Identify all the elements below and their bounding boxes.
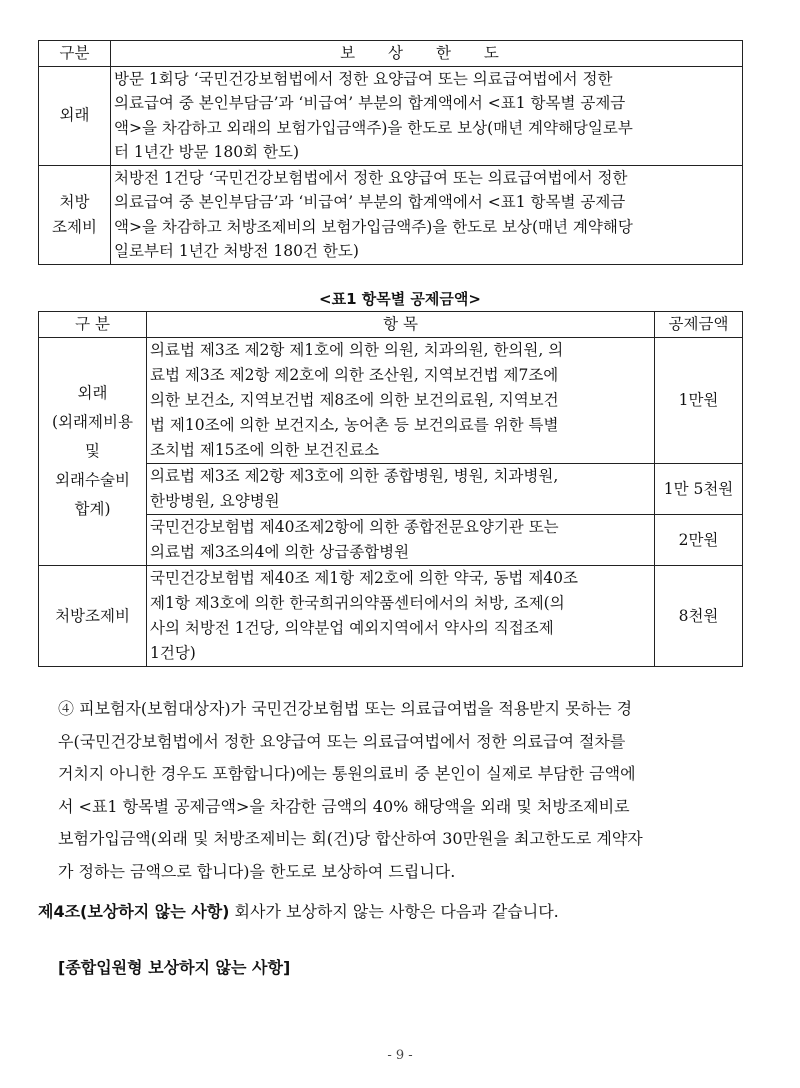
group-label-line: 외래수술비 — [55, 471, 130, 489]
group-label-line: (외래제비용 — [52, 413, 133, 431]
text-line: 터 1년간 방문 180회 한도) — [114, 143, 299, 161]
paragraph-line: 거치지 아니한 경우도 포함합니다)에는 통원의료비 중 본인이 실제로 부담한 금액에 — [58, 764, 636, 783]
item-line: 의료법 제3조 제2항 제3호에 의한 종합병원, 병원, 치과병원, — [150, 467, 559, 485]
page-number: - 9 - — [387, 1048, 413, 1063]
text-line: 액>을 차감하고 외래의 보험가입금액주)을 한도로 보상(매년 계약해당일로부 — [114, 118, 633, 137]
group-label-line: 및 — [85, 442, 100, 460]
item-line: 료법 제3조 제2항 제2호에 의한 조산원, 지역보건법 제7조에 — [150, 366, 559, 384]
amount-cell: 1만원 — [655, 338, 743, 464]
header-deduction: 공제금액 — [655, 312, 743, 338]
item-pharmacy — [147, 566, 655, 667]
header-coverage-limit: 보 상 한 도 — [111, 41, 743, 67]
paragraph-line: 보험가입금액(외래 및 처방조제비는 회(건)당 합산하여 30만원을 최고한도로 계약자 — [58, 829, 643, 848]
paragraph-4 — [58, 693, 750, 888]
table-row — [39, 165, 743, 264]
item-line: 법 제10조에 의한 보건지소, 농어촌 등 보건의료를 위한 특별 — [150, 416, 559, 434]
table-row — [39, 566, 743, 667]
article-4 — [38, 896, 758, 929]
row-text-outpatient — [111, 66, 743, 165]
item-line: 조치법 제15조에 의한 보건진료소 — [150, 441, 380, 459]
table-row — [39, 66, 743, 165]
paragraph-line: 가 정하는 금액으로 합니다)을 한도로 보상하여 드립니다. — [58, 861, 456, 881]
coverage-limit-table — [38, 40, 743, 265]
row-text-prescription — [111, 165, 743, 264]
table-caption: <표1 항목별 공제금액> — [319, 290, 481, 308]
item-line: 사의 처방전 1건당, 의약분업 예외지역에서 약사의 직접조제 — [150, 619, 554, 637]
text-line: 방문 1회당 ‘국민건강보험법에서 정한 요양급여 또는 의료급여법에서 정한 — [114, 69, 613, 88]
deduction-amount-table — [38, 311, 743, 667]
text-line: 처방전 1건당 ‘국민건강보험법에서 정한 요양급여 또는 의료급여법에서 정한 — [114, 168, 628, 187]
item-clinics — [147, 338, 655, 464]
header-item: 항 목 — [147, 312, 655, 338]
text-line: 의료급여 중 본인부담금’과 ‘비급여’ 부분의 합계액에서 <표1 항목별 공제금 — [114, 193, 626, 211]
amount-cell: 1만 5천원 — [655, 464, 743, 515]
item-line: 의한 보건소, 지역보건법 제8조에 의한 보건의료원, 지역보건 — [150, 391, 559, 409]
paragraph-line: ④ 피보험자(보험대상자)가 국민건강보험법 또는 의료급여법을 적용받지 못하는 경 — [58, 699, 633, 718]
text-line: 일로부터 1년간 처방전 180건 한도) — [114, 242, 359, 260]
item-line: 의료법 제3조 제2항 제1호에 의한 의원, 치과의원, 한의원, 의 — [150, 341, 564, 359]
row-label-outpatient — [39, 66, 111, 165]
amount-cell: 8천원 — [655, 566, 743, 667]
item-line: 국민건강보험법 제40조 제1항 제2호에 의한 약국, 동법 제40조 — [150, 569, 578, 587]
header-category: 구 분 — [39, 312, 147, 338]
item-line: 국민건강보험법 제40조제2항에 의한 종합전문요양기관 또는 — [150, 518, 559, 536]
item-line: 한방병원, 요양병원 — [150, 492, 280, 510]
article-title: 제4조(보상하지 않는 사항) — [38, 902, 230, 921]
table-header-row — [39, 41, 743, 67]
amount-cell: 2만원 — [655, 515, 743, 566]
item-tertiary-hospitals — [147, 515, 655, 566]
item-line: 제1항 제3호에 의한 한국희귀의약품센터에서의 처방, 조제(의 — [150, 594, 565, 612]
text-line: 의료급여 중 본인부담금’과 ‘비급여’ 부분의 합계액에서 <표1 항목별 공제금 — [114, 94, 626, 112]
paragraph-line: 우(국민건강보험법에서 정한 요양급여 또는 의료급여법에서 정한 의료급여 절차를 — [58, 731, 626, 751]
group-label-prescription: 처방조제비 — [39, 566, 147, 667]
item-line: 의료법 제3조의4에 의한 상급종합병원 — [150, 543, 410, 561]
group-label-line: 외래 — [77, 384, 108, 402]
header-category: 구분 — [39, 41, 111, 67]
row-label-line: 처방 — [59, 193, 90, 211]
item-hospitals — [147, 464, 655, 515]
table-row — [39, 338, 743, 464]
article-text: 회사가 보상하지 않는 사항은 다음과 같습니다. — [229, 902, 559, 921]
section-subheading: [종합입원형 보상하지 않는 사항] — [58, 958, 291, 977]
group-label-outpatient — [39, 338, 147, 566]
paragraph-line: 서 <표1 항목별 공제금액>을 차감한 금액의 40% 해당액을 외래 및 처방조제비로 — [58, 796, 630, 816]
row-label-prescription — [39, 165, 111, 264]
row-label-line: 외래 — [59, 106, 90, 125]
table-header-row — [39, 312, 743, 338]
item-line: 1건당) — [150, 644, 196, 662]
text-line: 액>을 차감하고 처방조제비의 보험가입금액주)을 한도로 보상(매년 계약해당 — [114, 217, 633, 236]
row-label-line: 조제비 — [52, 217, 97, 236]
group-label-line: 합계) — [74, 500, 111, 518]
